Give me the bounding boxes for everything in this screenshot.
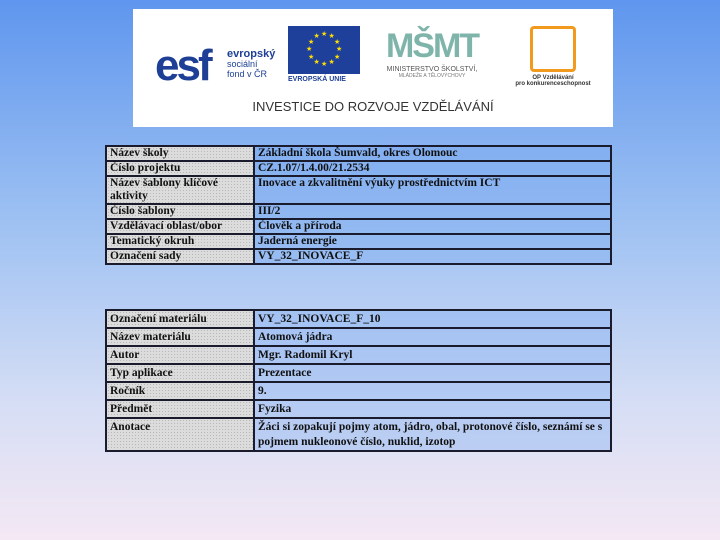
table-row xyxy=(106,176,611,204)
eu-logo xyxy=(288,26,360,88)
table-row xyxy=(106,382,611,400)
eu-flag-icon xyxy=(288,26,360,74)
msmt-logo xyxy=(367,26,497,96)
row-label: Označení sady xyxy=(106,249,254,264)
esf-text xyxy=(227,49,275,79)
eu-label: EVROPSKÁ UNIE xyxy=(288,76,346,83)
table-row xyxy=(106,219,611,234)
row-value: Jaderná energie xyxy=(254,234,611,249)
star-icon: ★ xyxy=(333,37,341,46)
esf-line1: evropský xyxy=(227,48,276,60)
star-icon: ★ xyxy=(308,52,315,61)
row-label: Název materiálu xyxy=(106,328,254,346)
table-row xyxy=(106,400,611,418)
esf-line2: sociální xyxy=(227,59,258,69)
esf-logo xyxy=(155,27,275,97)
table-row xyxy=(106,364,611,382)
star-icon: ★ xyxy=(321,60,328,68)
op-line2: pro konkurenceschopnost xyxy=(515,81,591,87)
logo-banner xyxy=(133,9,613,127)
star-icon: ★ xyxy=(333,52,341,61)
table-row xyxy=(106,234,611,249)
row-value: Mgr. Radomil Kryl xyxy=(254,346,611,364)
project-info-table xyxy=(105,145,612,265)
row-label: Číslo projektu xyxy=(106,161,254,176)
row-value: Člověk a příroda xyxy=(254,219,611,234)
op-icon xyxy=(530,26,576,72)
row-value: VY_32_INOVACE_F xyxy=(254,249,611,264)
table-row xyxy=(106,328,611,346)
table-row xyxy=(106,310,611,328)
table-row xyxy=(106,249,611,264)
msmt-line1: MINISTERSTVO ŠKOLSTVÍ, xyxy=(386,66,478,73)
table-row xyxy=(106,161,611,176)
material-info-table xyxy=(105,309,612,452)
star-icon: ★ xyxy=(306,45,313,53)
star-icon: ★ xyxy=(308,37,315,46)
row-value: Atomová jádra xyxy=(254,328,611,346)
op-line1: OP Vzdělávání xyxy=(532,75,574,81)
esf-mark: esf xyxy=(155,41,210,90)
row-label: Označení materiálu xyxy=(106,310,254,328)
row-label: Autor xyxy=(106,346,254,364)
row-value: III/2 xyxy=(254,204,611,219)
row-label: Číslo šablony xyxy=(106,204,254,219)
msmt-mark: MŠMT xyxy=(385,27,479,65)
op-logo xyxy=(513,26,593,96)
row-label: Ročník xyxy=(106,382,254,400)
row-value: Fyzika xyxy=(254,400,611,418)
star-icon: ★ xyxy=(321,30,328,38)
row-label: Název školy xyxy=(106,146,254,161)
star-icon: ★ xyxy=(328,57,335,66)
table-row xyxy=(106,146,611,161)
table-row xyxy=(106,418,611,451)
row-value: CZ.1.07/1.4.00/21.2534 xyxy=(254,161,611,176)
table-row xyxy=(106,346,611,364)
row-value: Základní škola Šumvald, okres Olomouc xyxy=(254,146,611,161)
row-label: Typ aplikace xyxy=(106,364,254,382)
row-value: Prezentace xyxy=(254,364,611,382)
star-icon: ★ xyxy=(313,32,320,40)
row-label: Předmět xyxy=(106,400,254,418)
row-value: Žáci si zopakují pojmy atom, jádro, obal, protonové číslo, seznámí se s pojmem nukleonové číslo, nuklid, izotop xyxy=(254,418,611,451)
row-value: Inovace a zkvalitnění výuky prostřednictvím ICT xyxy=(254,176,611,204)
row-label: Název šablony klíčové aktivity xyxy=(106,176,254,204)
esf-line3: fond v ČR xyxy=(227,69,268,79)
star-icon: ★ xyxy=(313,57,320,66)
row-value: VY_32_INOVACE_F_10 xyxy=(254,310,611,328)
row-label: Vzdělávací oblast/obor xyxy=(106,219,254,234)
star-icon: ★ xyxy=(336,45,343,53)
row-value: 9. xyxy=(254,382,611,400)
star-icon: ★ xyxy=(328,32,335,40)
table-row xyxy=(106,204,611,219)
row-label: Tematický okruh xyxy=(106,234,254,249)
tagline: INVESTICE DO ROZVOJE VZDĚLÁVÁNÍ xyxy=(252,99,494,114)
row-label: Anotace xyxy=(106,418,254,451)
msmt-line2: MLÁDEŽE A TĚLOVÝCHOVY xyxy=(398,73,466,79)
